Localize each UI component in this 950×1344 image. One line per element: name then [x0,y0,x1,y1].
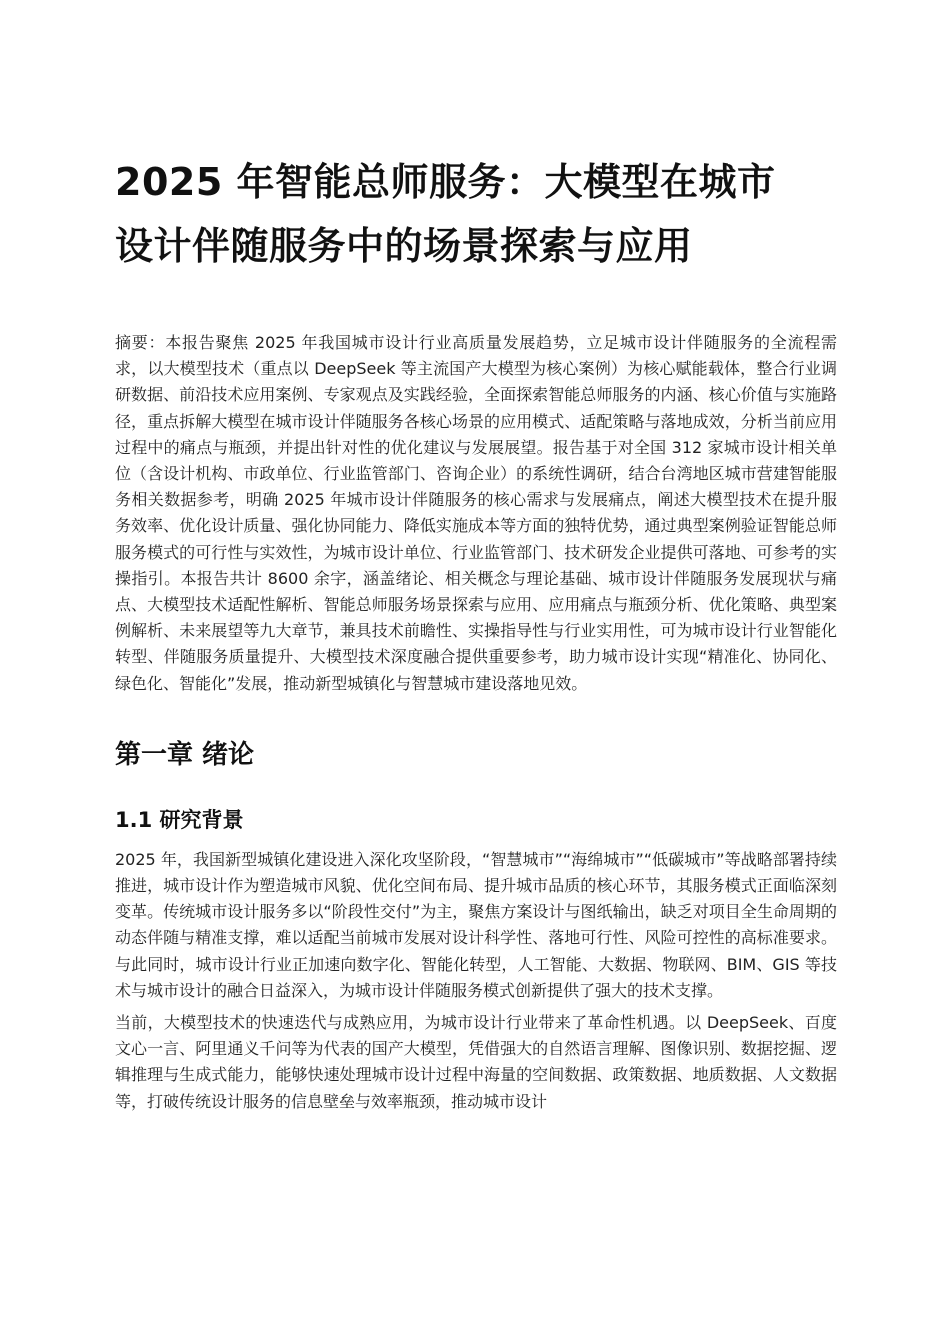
document-page [115,150,837,1115]
document-title-line-1: 2025 年智能总师服务：大模型在城市 [115,160,776,204]
document-title [115,150,837,278]
chapter-heading: 第一章 绪论 [115,739,255,770]
body-paragraph-2: 当前，大模型技术的快速迭代与成熟应用，为城市设计行业带来了革命性机遇。以 DeepSeek、百度文心一言、阿里通义千问等为代表的国产大模型，凭借强大的自然语言理解、图像识别、数据挖掘、逻辑推理与生成式能力，能够快速处理城市设计过程中海量的空间数据、政策数据、地质数据、人文数据等，打破传统设计服务的信息壁垒与效率瓶颈，推动城市设计 [115,1013,837,1111]
section-heading: 1.1 研究背景 [115,807,244,832]
document-title-line-2: 设计伴随服务中的场景探索与应用 [115,224,693,268]
abstract-paragraph: 摘要：本报告聚焦 2025 年我国城市设计行业高质量发展趋势，立足城市设计伴随服务的全流程需求，以大模型技术（重点以 DeepSeek 等主流国产大模型为核心案例）为核心赋能载体，整合行业调研数据、前沿技术应用案例、专家观点及实践经验，全面探索智能总师服务的内涵、核心价值与实施路径，重点拆解大模型在城市设计伴随服务各核心场景的应用模式、适配策略与落地成效，分析当前应用过程中的痛点与瓶颈，并提出针对性的优化建议与发展展望。报告基于对全国 312 家城市设计相关单位（含设计机构、市政单位、行业监管部门、咨询企业）的系统性调研，结合台湾地区城市营建智能服务相关数据参考，明确 2025 年城市设计伴随服务的核心需求与发展痛点，阐述大模型技术在提升服务效率、优化设计质量、强化协同能力、降低实施成本等方面的独特优势，通过典型案例验证智能总师服务模式的可行性与实效性，为城市设计单位、行业监管部门、技术研发企业提供可落地、可参考的实操指引。本报告共计 8600 余字，涵盖绪论、相关概念与理论基础、城市设计伴随服务发展现状与痛点、大模型技术适配性解析、智能总师服务场景探索与应用、应用痛点与瓶颈分析、优化策略、典型案例解析、未来展望等九大章节，兼具技术前瞻性、实操指导性与行业实用性，可为城市设计行业智能化转型、伴随服务质量提升、大模型技术深度融合提供重要参考，助力城市设计实现“精准化、协同化、绿色化、智能化”发展，推动新型城镇化与智慧城市建设落地见效。 [115,333,837,693]
body-paragraph-1: 2025 年，我国新型城镇化建设进入深化攻坚阶段，“智慧城市”“海绵城市”“低碳城市”等战略部署持续推进，城市设计作为塑造城市风貌、优化空间布局、提升城市品质的核心环节，其服务模式正面临深刻变革。传统城市设计服务多以“阶段性交付”为主，聚焦方案设计与图纸输出，缺乏对项目全生命周期的动态伴随与精准支撑，难以适配当前城市发展对设计科学性、落地可行性、风险可控性的高标准要求。与此同时，城市设计行业正加速向数字化、智能化转型，人工智能、大数据、物联网、BIM、GIS 等技术与城市设计的融合日益深入，为城市设计伴随服务模式创新提供了强大的技术支撑。 [115,849,837,1000]
